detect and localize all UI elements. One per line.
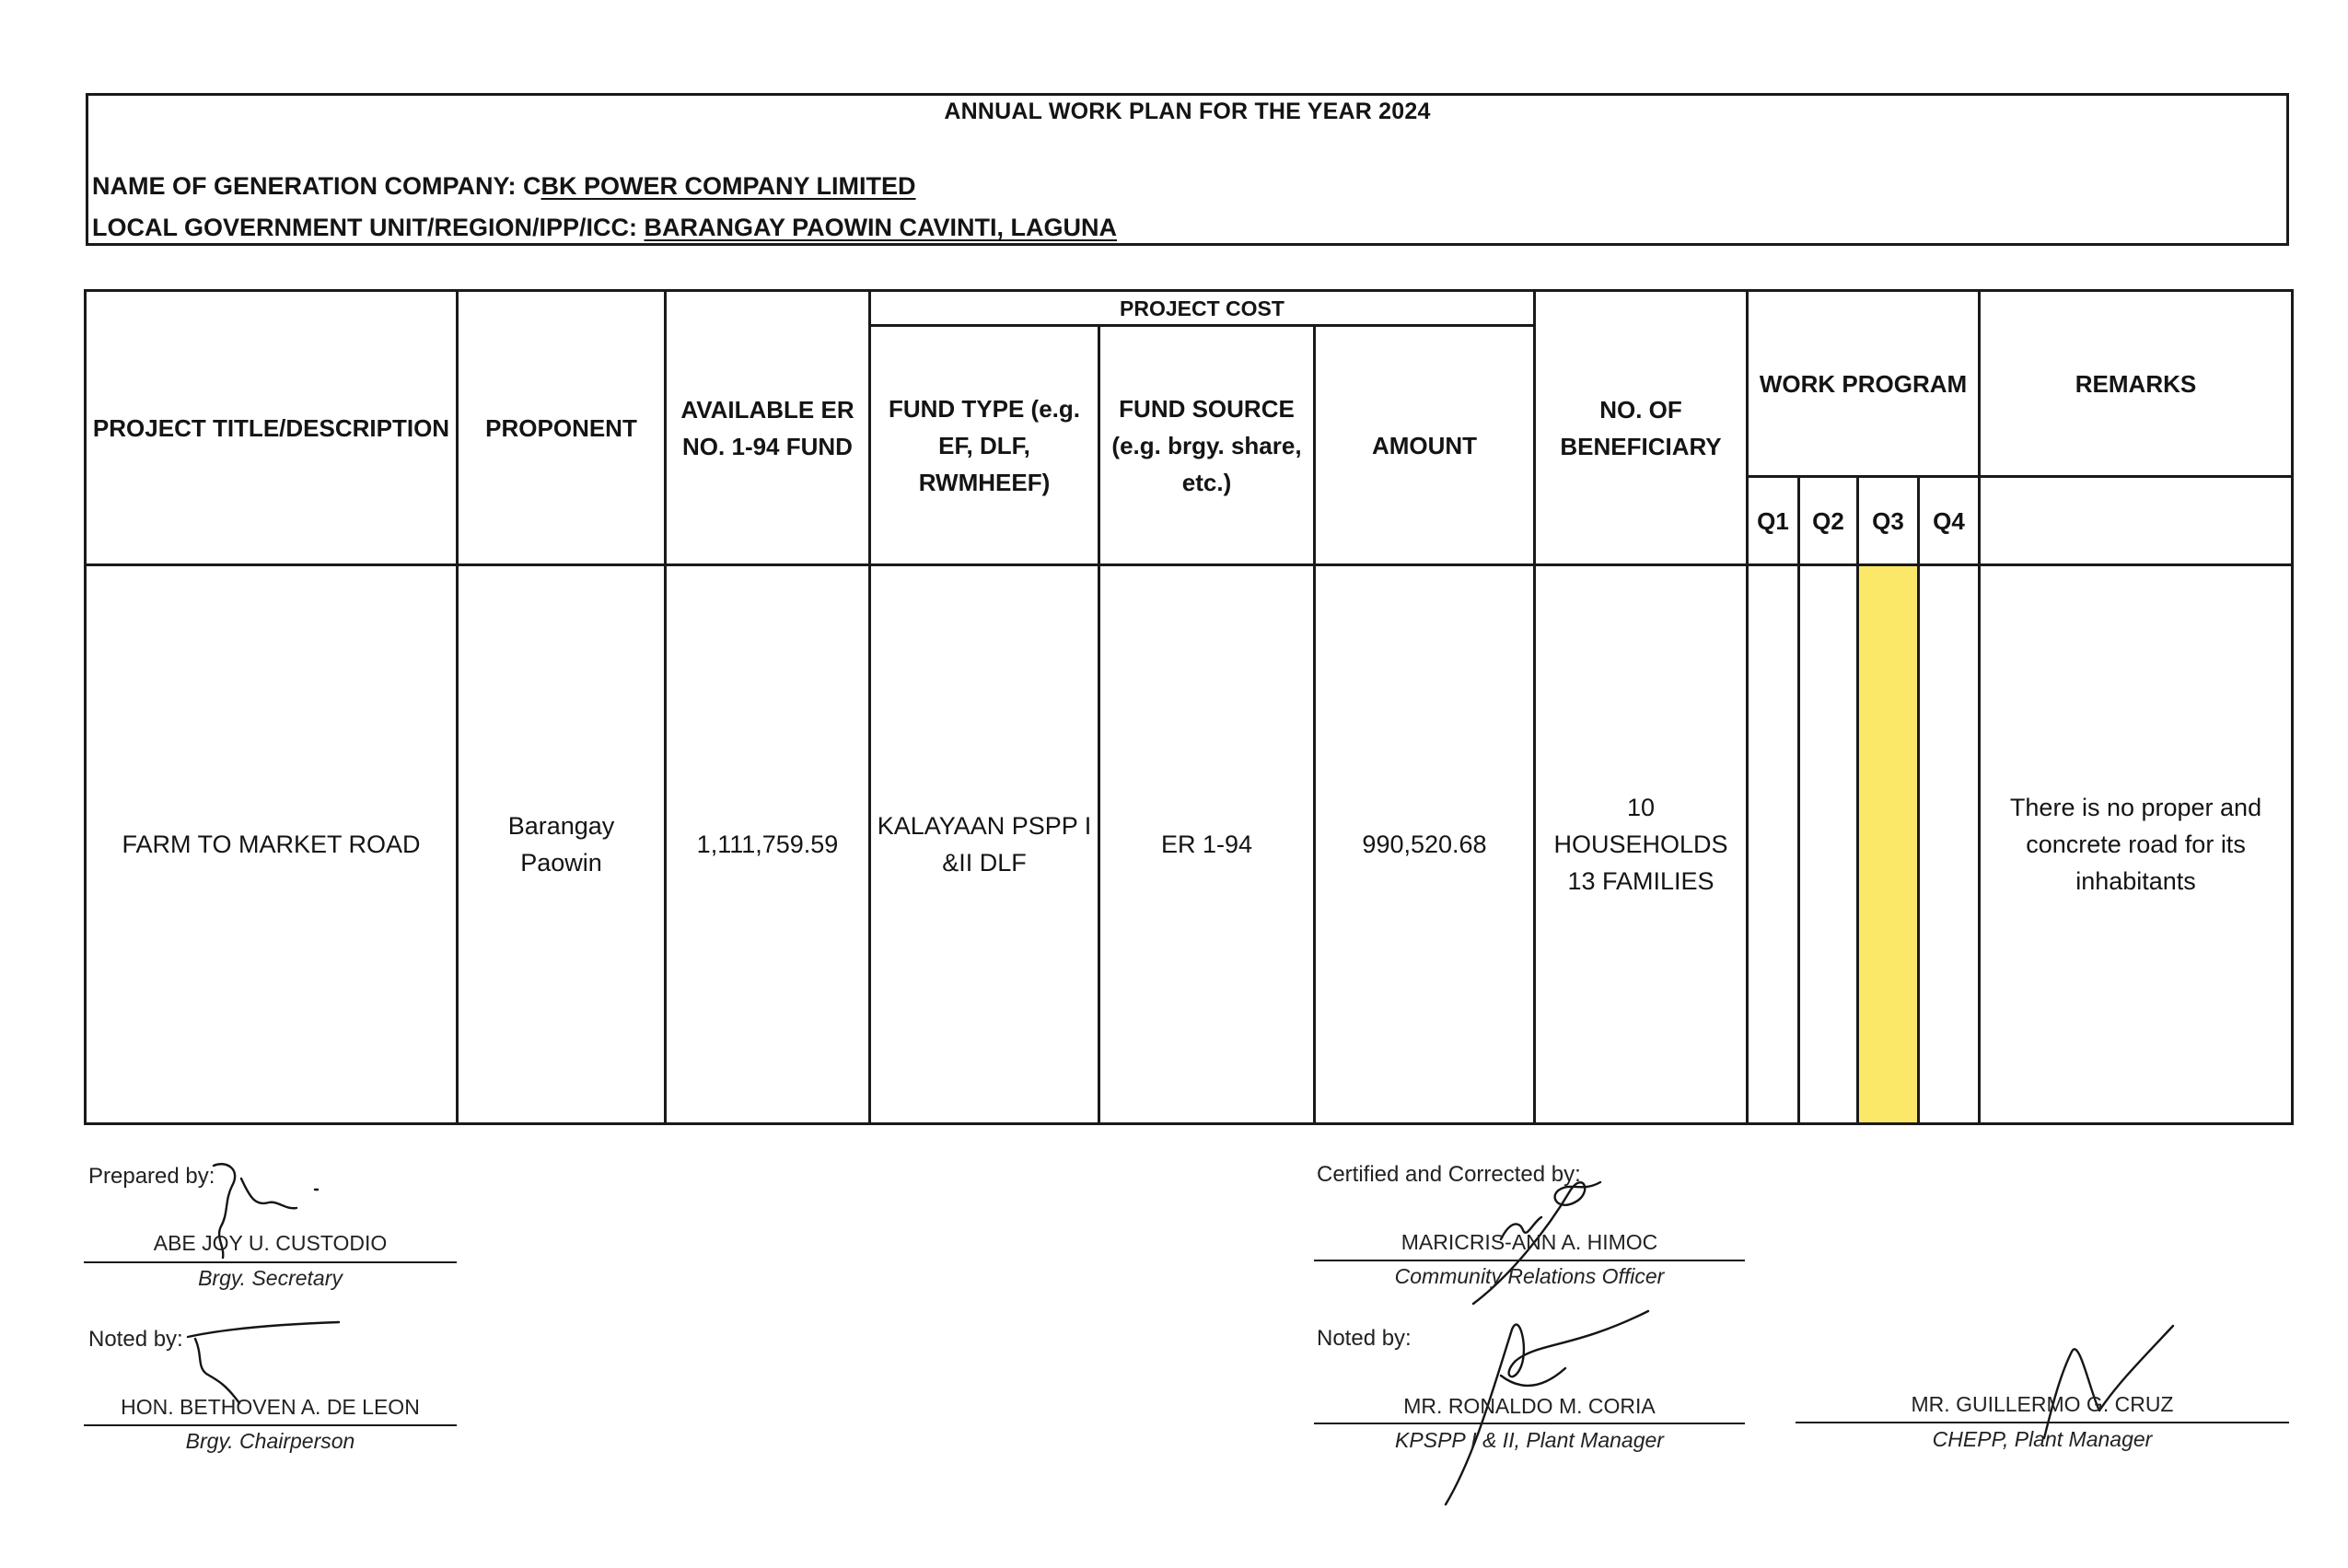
certified-title: Community Relations Officer — [1394, 1264, 1665, 1288]
cell-q3 — [1858, 565, 1919, 1124]
header-project-cost: PROJECT COST — [870, 291, 1535, 326]
company-name: BK POWER COMPANY LIMITED — [541, 172, 916, 200]
lgu-line — [92, 214, 1117, 242]
prepared-signature-line — [84, 1261, 457, 1263]
cell-remarks: There is no proper and concrete road for its inhabitants — [1980, 565, 2293, 1124]
noted-left-name: HON. BETHOVEN A. DE LEON — [121, 1395, 420, 1419]
certified-by-label: Certified and Corrected by: — [1317, 1162, 1581, 1187]
lgu-label: LOCAL GOVERNMENT UNIT/REGION/IPP/ICC: — [92, 214, 645, 241]
noted-right-signature-line — [1314, 1423, 1745, 1424]
cell-available-fund: 1,111,759.59 — [666, 565, 870, 1124]
table-row — [86, 565, 2293, 1124]
noted-right-name: MR. RONALDO M. CORIA — [1403, 1394, 1656, 1418]
header-q4: Q4 — [1919, 477, 1980, 565]
cell-beneficiary — [1535, 565, 1748, 1124]
header-fund-type: FUND TYPE (e.g. EF, DLF, RWMHEEF) — [870, 326, 1099, 565]
noted-far-name: MR. GUILLERMO G. CRUZ — [1911, 1392, 2174, 1416]
work-plan-table — [84, 289, 2294, 1125]
cell-q2 — [1799, 565, 1858, 1124]
certified-name: MARICRIS-ANN A. HIMOC — [1401, 1230, 1658, 1254]
cell-q4 — [1919, 565, 1980, 1124]
noted-left-signature-line — [84, 1424, 457, 1426]
header-q2: Q2 — [1799, 477, 1858, 565]
cell-fund-source: ER 1-94 — [1099, 565, 1315, 1124]
noted-far-signature-line — [1796, 1422, 2289, 1423]
cell-project-title: FARM TO MARKET ROAD — [86, 565, 458, 1124]
header-remarks: REMARKS — [1980, 291, 2293, 477]
noted-by-right-label: Noted by: — [1317, 1326, 1412, 1351]
header-q3: Q3 — [1858, 477, 1919, 565]
noted-right-title: KPSPP I & II, Plant Manager — [1395, 1428, 1664, 1452]
document-title: ANNUAL WORK PLAN FOR THE YEAR 2024 — [944, 99, 1431, 124]
header-q1: Q1 — [1748, 477, 1799, 565]
company-label: NAME OF GENERATION COMPANY: C — [92, 172, 541, 200]
prepared-name: ABE JOY U. CUSTODIO — [153, 1231, 388, 1255]
header-work-program: WORK PROGRAM — [1748, 291, 1980, 477]
beneficiary-households: 10 HOUSEHOLDS — [1553, 794, 1728, 858]
header-beneficiary: NO. OF BENEFICIARY — [1535, 291, 1748, 565]
company-line — [92, 172, 916, 201]
header-available-fund: AVAILABLE ER NO. 1-94 FUND — [666, 291, 870, 565]
prepared-title: Brgy. Secretary — [198, 1266, 343, 1290]
beneficiary-families: 13 FAMILIES — [1567, 867, 1715, 895]
header-fund-source: FUND SOURCE (e.g. brgy. share, etc.) — [1099, 326, 1315, 565]
noted-by-left-label: Noted by: — [88, 1327, 183, 1352]
noted-left-title: Brgy. Chairperson — [185, 1429, 355, 1453]
cell-amount: 990,520.68 — [1315, 565, 1535, 1124]
certified-signature-line — [1314, 1260, 1745, 1261]
header-proponent: PROPONENT — [458, 291, 666, 565]
header-remarks-blank — [1980, 477, 2293, 565]
header-project-title: PROJECT TITLE/DESCRIPTION — [86, 291, 458, 565]
prepared-by-label: Prepared by: — [88, 1164, 215, 1189]
cell-q1 — [1748, 565, 1799, 1124]
header-amount: AMOUNT — [1315, 326, 1535, 565]
noted-far-title: CHEPP, Plant Manager — [1932, 1427, 2153, 1451]
cell-fund-type: KALAYAAN PSPP I &II DLF — [870, 565, 1099, 1124]
lgu-name: BARANGAY PAOWIN CAVINTI, LAGUNA — [644, 214, 1118, 241]
cell-proponent: Barangay Paowin — [458, 565, 666, 1124]
